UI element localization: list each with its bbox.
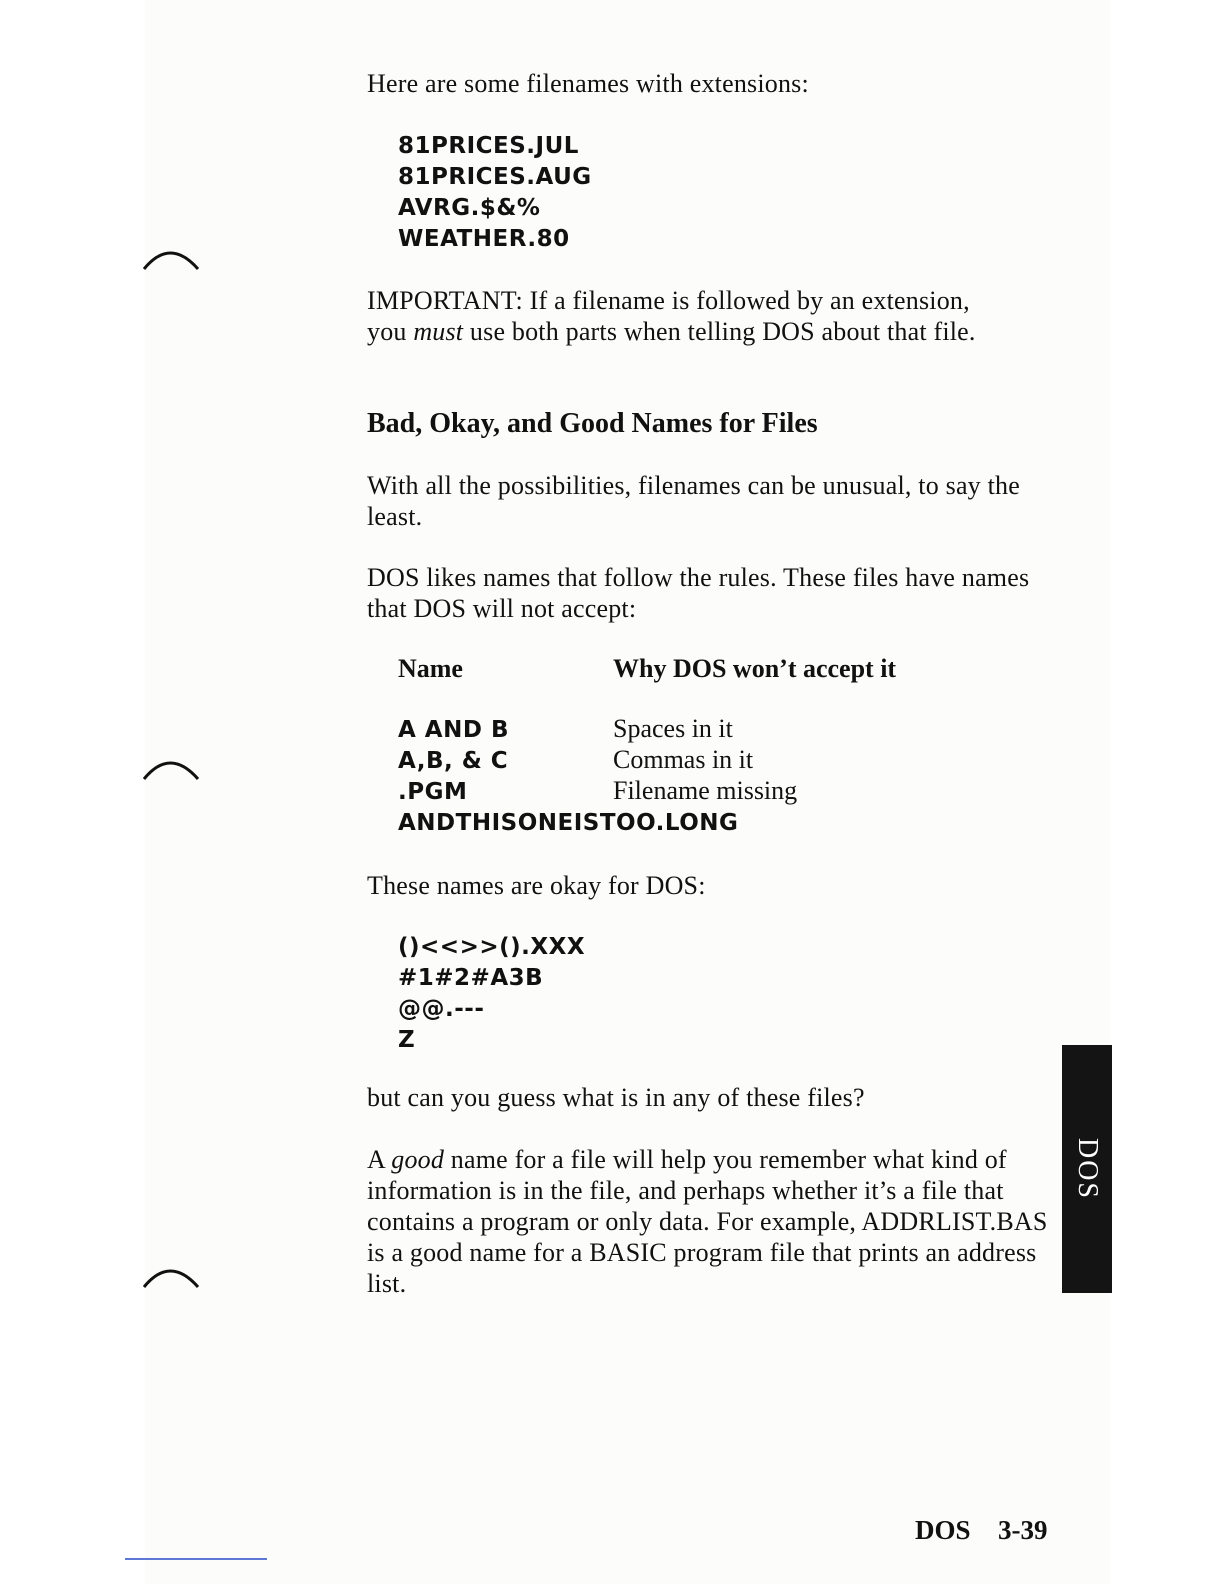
column-header-why: Why DOS won’t accept it — [613, 654, 897, 683]
important-note — [367, 285, 1077, 347]
list-item: ()<<>>().XXX — [398, 934, 586, 960]
scan-edge-line — [125, 1558, 267, 1560]
section-thumb-tab — [1062, 1045, 1112, 1293]
important-text-part: use both parts when telling DOS about that file. — [463, 317, 976, 346]
list-item: 81PRICES.AUG — [398, 164, 592, 190]
paragraph-possibilities: With all the possibilities, filenames can be unusual, to say the least. — [367, 471, 1020, 531]
thumb-tab-label: DOS — [1072, 1137, 1103, 1201]
footer-section: DOS — [915, 1515, 971, 1545]
table-cell-name: .PGM — [398, 779, 468, 805]
binder-hole-mark — [142, 243, 200, 273]
okay-names-list — [398, 932, 585, 1056]
table-cell-why: Commas in it — [613, 745, 754, 774]
important-text: If a filename is followed by an extension, — [529, 286, 970, 315]
list-item: 81PRICES.JUL — [398, 133, 579, 159]
extension-example-list — [398, 131, 592, 255]
emphasis-must: must — [413, 317, 464, 346]
table-cell-why: Filename missing — [613, 776, 798, 805]
list-item: AVRG.$&% — [398, 195, 541, 221]
list-item: #1#2#A3B — [398, 965, 544, 991]
good-para-part: name for a file will help you remember what kind of information is in the file, and perhaps whether it’s a file that contains a program or only data. For example, ADDRLIST.BAS is a good name for a BASIC program file that prints an address list. — [367, 1145, 1048, 1298]
binder-hole-mark — [142, 753, 200, 783]
column-header-name: Name — [398, 654, 463, 683]
table-cell-name: A AND B — [398, 717, 509, 743]
binder-hole-mark — [142, 1261, 200, 1291]
important-text-part: you — [367, 317, 414, 346]
good-name-paragraph — [367, 1144, 1057, 1299]
table-cell-name: A,B, & C — [398, 748, 509, 774]
paragraph-rules: DOS likes names that follow the rules. These files have names that DOS will not accept: — [367, 563, 1030, 623]
okay-intro-text: These names are okay for DOS: — [367, 871, 706, 900]
intro-text: Here are some filenames with extensions: — [367, 69, 809, 98]
table-cell-why: Spaces in it — [613, 714, 733, 743]
page-footer — [915, 1515, 1048, 1546]
emphasis-good: good — [391, 1145, 445, 1174]
table-cell-name: ANDTHISONEISTOO.LONG — [398, 810, 739, 836]
page-number: 3-39 — [998, 1515, 1048, 1545]
section-heading: Bad, Okay, and Good Names for Files — [367, 408, 818, 439]
list-item: WEATHER.80 — [398, 226, 570, 252]
good-para-part: A — [367, 1145, 392, 1174]
guess-question-text: but can you guess what is in any of these files? — [367, 1083, 865, 1112]
list-item: @@.--- — [398, 996, 485, 1022]
list-item: Z — [398, 1027, 416, 1053]
important-label: IMPORTANT: — [367, 286, 523, 315]
